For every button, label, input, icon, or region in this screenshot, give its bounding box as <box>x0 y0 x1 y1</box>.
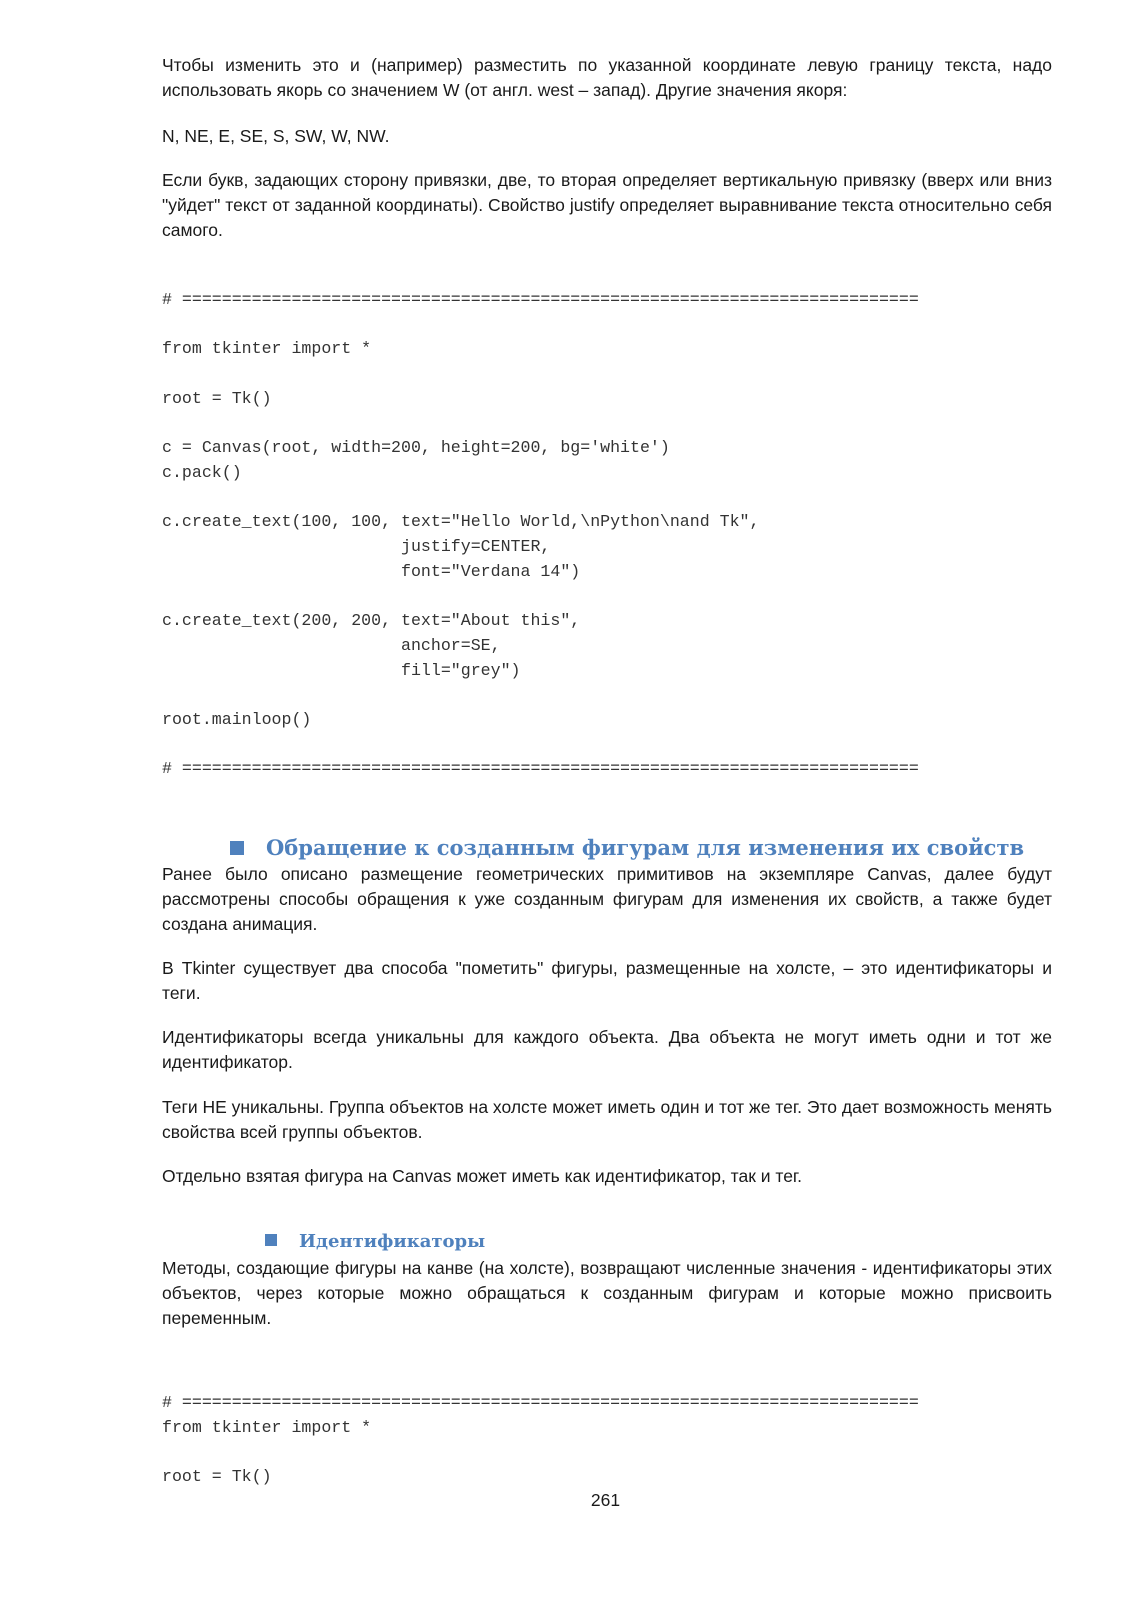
code-block-create-text: # ========================================================================== from tkinter import * root = Tk() c = Canvas(root, width=200, height=200, bg='white') c.pack() c.create_text(100, 100, text="Hello World,\nPython\nand Tk", justify=CENTER, font="Verdana 14") c.create_text(200, 200, text="About this", anchor=SE, fill="grey") root.mainloop() # ========================================================================== <box>162 290 919 779</box>
paragraph-ids-unique: Идентификаторы всегда уникальны для каждого объекта. Два объекта не могут иметь одни и тот же идентификатор. <box>162 1027 1052 1072</box>
paragraph-tags-not-unique: Теги НЕ уникальны. Группа объектов на холсте может иметь один и тот же тег. Это дает возможность менять свойства всей группы объектов. <box>162 1097 1052 1142</box>
paragraph-section-intro: Ранее было описано размещение геометрических примитивов на экземпляре Canvas, далее будут рассмотрены способы обращения к уже созданным фигурам для изменения их свойств, а также будет создана анимация. <box>162 864 1052 934</box>
square-bullet-icon <box>265 1234 277 1246</box>
square-bullet-icon <box>230 841 244 855</box>
subsection-heading-text: Идентификаторы <box>299 1231 486 1252</box>
subsection-heading <box>265 1230 485 1254</box>
paragraph-anchor-letters: Если букв, задающих сторону привязки, две, то вторая определяет вертикальную привязку (вверх или вниз "уйдет" текст от заданной координаты). Свойство justify определяет выравнивание текста относительно себя самого. <box>162 170 1052 240</box>
paragraph-both: Отдельно взятая фигура на Canvas может иметь как идентификатор, так и тег. <box>162 1166 803 1186</box>
code-block-identifiers: # ========================================================================== from tkinter import * root = Tk() <box>162 1393 919 1487</box>
paragraph-anchor-values: N, NE, E, SE, S, SW, W, NW. <box>162 126 390 146</box>
section-heading-text: Обращение к созданным фигурам для изменения их свойств <box>266 835 1025 860</box>
paragraph-two-ways: В Tkinter существует два способа "пометить" фигуры, размещенные на холсте, – это идентификаторы и теги. <box>162 958 1052 1003</box>
page-number: 261 <box>590 1490 621 1510</box>
paragraph-anchor-intro: Чтобы изменить это и (например) разместить по указанной координате левую границу текста, надо использовать якорь со значением W (от англ. west – запад). Другие значения якоря: <box>162 55 1052 100</box>
paragraph-ids-methods: Методы, создающие фигуры на канве (на холсте), возвращают численные значения - идентификаторы этих объектов, через которые можно обращаться к созданным фигурам и которые можно присвоить переменным. <box>162 1258 1052 1328</box>
section-heading <box>230 834 1024 862</box>
